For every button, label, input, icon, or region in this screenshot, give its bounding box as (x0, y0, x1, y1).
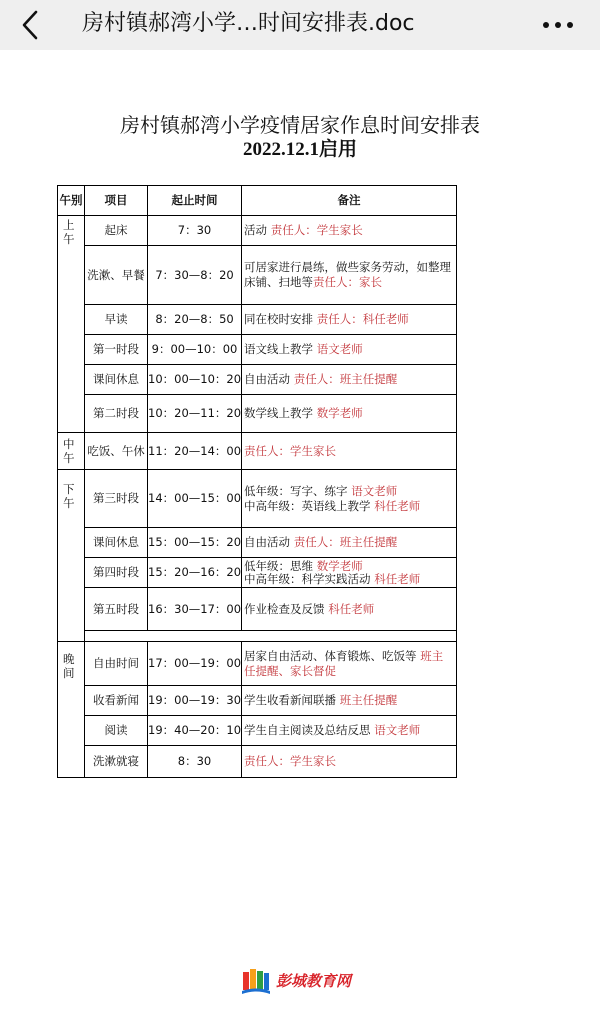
row-time: 7：30—8：20 (148, 246, 242, 305)
table-row-spacer (58, 631, 457, 642)
more-button[interactable] (536, 8, 586, 42)
row-item: 起床 (85, 216, 148, 246)
row-note: 学生收看新闻联播 班主任提醒 (242, 686, 457, 716)
row-item: 收看新闻 (85, 686, 148, 716)
top-bar (0, 0, 600, 50)
row-note: 可居家进行晨练，做些家务劳动，如整理床铺、扫地等责任人：家长 (242, 246, 457, 305)
row-item: 第一时段 (85, 335, 148, 365)
table-row (58, 305, 457, 335)
row-note: 同在校时安排 责任人：科任老师 (242, 305, 457, 335)
row-time: 11：20—14：00 (148, 433, 242, 470)
row-item: 课间休息 (85, 365, 148, 395)
table-row (58, 395, 457, 433)
row-item: 阅读 (85, 716, 148, 746)
row-item: 第五时段 (85, 588, 148, 631)
period-afternoon: 下午 (58, 470, 85, 642)
table-row (58, 528, 457, 558)
table-row (58, 216, 457, 246)
row-item: 自由时间 (85, 642, 148, 686)
row-time: 17：00—19：00 (148, 642, 242, 686)
row-item: 课间休息 (85, 528, 148, 558)
table-row (58, 746, 457, 778)
row-time: 14：00—15：00 (148, 470, 242, 528)
row-time: 7：30 (148, 216, 242, 246)
row-note: 活动 责任人：学生家长 (242, 216, 457, 246)
document-heading (0, 112, 600, 162)
row-time: 8：20—8：50 (148, 305, 242, 335)
row-note: 责任人：学生家长 (242, 746, 457, 778)
row-time: 19：40—20：10 (148, 716, 242, 746)
header-period: 午别 (58, 186, 85, 216)
row-note: 低年级：写字、练字 语文老师 中高年级：英语线上教学 科任老师 (242, 470, 457, 528)
table-row (58, 470, 457, 528)
back-arrow-icon (14, 8, 48, 42)
schedule-title: 房村镇郝湾小学疫情居家作息时间安排表 (120, 113, 480, 137)
schedule-table (57, 185, 457, 778)
books-logo-icon (240, 966, 272, 996)
more-dots-icon (536, 8, 586, 42)
row-time: 10：20—11：20 (148, 395, 242, 433)
row-note: 自由活动 责任人：班主任提醒 (242, 528, 457, 558)
table-row (58, 365, 457, 395)
row-note: 自由活动 责任人：班主任提醒 (242, 365, 457, 395)
row-item: 洗漱、早餐 (85, 246, 148, 305)
table-header-row (58, 186, 457, 216)
period-noon: 中午 (58, 433, 85, 470)
document-title-bar: 房村镇郝湾小学…时间安排表.doc (82, 11, 415, 36)
row-note: 学生自主阅读及总结反思 语文老师 (242, 716, 457, 746)
header-note: 备注 (242, 186, 457, 216)
table-row (58, 558, 457, 588)
table-row (58, 433, 457, 470)
row-note: 作业检查及反馈 科任老师 (242, 588, 457, 631)
row-item: 第四时段 (85, 558, 148, 588)
period-morning: 上午 (58, 216, 85, 433)
row-time: 16：30—17：00 (148, 588, 242, 631)
row-time: 9：00—10：00 (148, 335, 242, 365)
row-time: 15：20—16：20 (148, 558, 242, 588)
table-row (58, 588, 457, 631)
table-row (58, 686, 457, 716)
footer-logo (240, 966, 360, 996)
table-row (58, 246, 457, 305)
brand-name: 彭城教育网 (276, 972, 352, 990)
row-note: 语文线上教学 语文老师 (242, 335, 457, 365)
row-item: 第三时段 (85, 470, 148, 528)
row-note: 数学线上教学 数学老师 (242, 395, 457, 433)
row-note: 居家自由活动、体育锻炼、吃饭等 班主任提醒、家长督促 (242, 642, 457, 686)
row-item: 第二时段 (85, 395, 148, 433)
row-note: 责任人：学生家长 (242, 433, 457, 470)
back-button[interactable] (14, 8, 48, 42)
row-time: 10：00—10：20 (148, 365, 242, 395)
row-note: 低年级：思维 数学老师 中高年级：科学实践活动 科任老师 (242, 558, 457, 588)
row-time: 8：30 (148, 746, 242, 778)
period-evening: 晚间 (58, 642, 85, 778)
table-row (58, 716, 457, 746)
row-time: 19：00—19：30 (148, 686, 242, 716)
row-item: 洗漱就寝 (85, 746, 148, 778)
header-item: 项目 (85, 186, 148, 216)
row-time: 15：00—15：20 (148, 528, 242, 558)
row-item: 吃饭、午休 (85, 433, 148, 470)
row-item: 早读 (85, 305, 148, 335)
header-time: 起止时间 (148, 186, 242, 216)
table-row (58, 642, 457, 686)
schedule-subtitle: 2022.12.1启用 (242, 139, 357, 160)
table-row (58, 335, 457, 365)
